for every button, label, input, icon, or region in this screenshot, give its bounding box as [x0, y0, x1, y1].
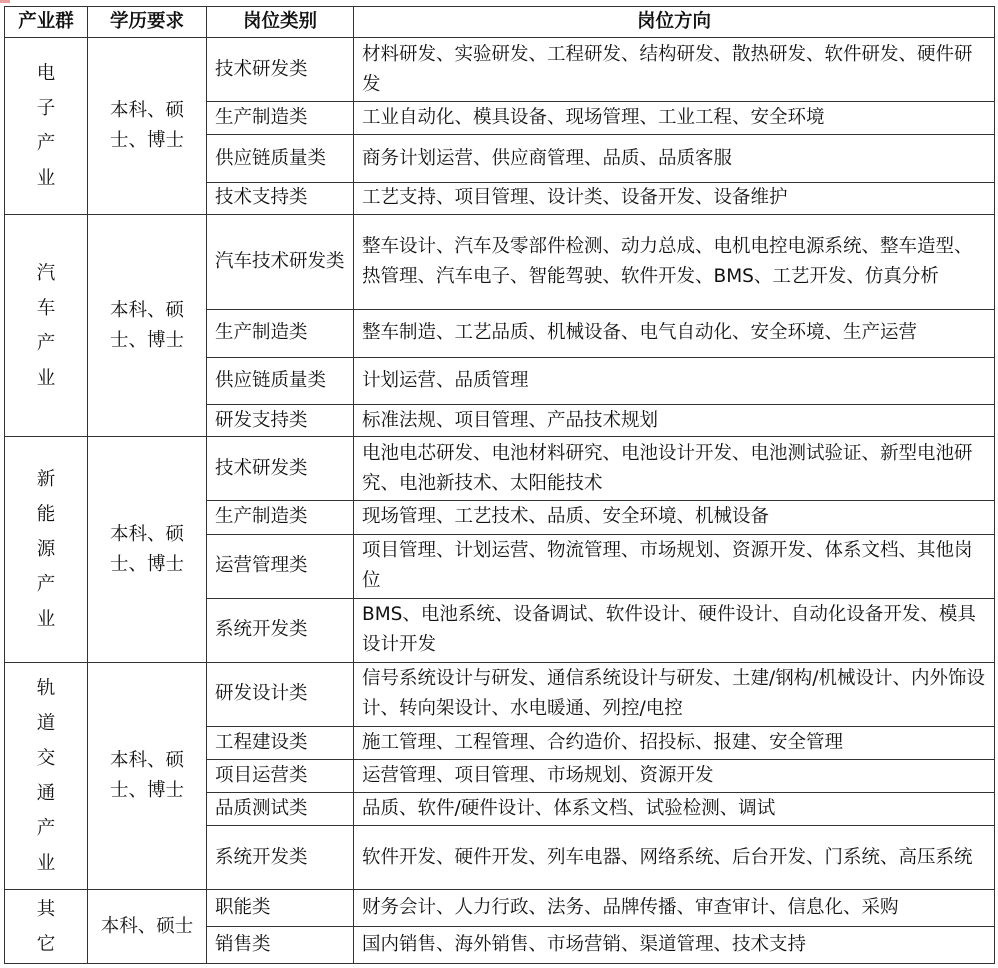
category-cell: 汽车技术研发类 [207, 214, 354, 309]
group-name: 其 它 [36, 898, 56, 955]
direction-cell: 商务计划运营、供应商管理、品质、品质客服 [354, 135, 995, 183]
group-name-cell [5, 662, 88, 890]
category-cell: 研发设计类 [207, 662, 354, 726]
direction-cell: 工业自动化、模具设备、现场管理、工业工程、安全环境 [354, 102, 995, 135]
category-cell: 销售类 [207, 927, 354, 964]
education-cell: 本科、硕士、博士 [88, 662, 207, 890]
direction-cell: 国内销售、海外销售、市场营销、渠道管理、技术支持 [354, 927, 995, 964]
education-cell: 本科、硕士、博士 [88, 214, 207, 436]
direction-cell: 信号系统设计与研发、通信系统设计与研发、土建/钢构/机械设计、内外饰设计、转向架设计、水电暖通、列控/电控 [354, 662, 995, 726]
group-name-cell [5, 437, 88, 663]
header-direction: 岗位方向 [354, 7, 995, 38]
table-body [5, 38, 995, 964]
direction-cell: 工艺支持、项目管理、设计类、设备开发、设备维护 [354, 182, 995, 214]
category-cell: 系统开发类 [207, 598, 354, 662]
category-cell: 供应链质量类 [207, 357, 354, 405]
category-cell: 生产制造类 [207, 102, 354, 135]
category-cell: 技术研发类 [207, 38, 354, 102]
direction-cell: 整车设计、汽车及零部件检测、动力总成、电机电控电源系统、整车造型、热管理、汽车电子、智能驾驶、软件开发、BMS、工艺开发、仿真分析 [354, 214, 995, 309]
category-cell: 系统开发类 [207, 826, 354, 890]
header-group: 产业群 [5, 7, 88, 38]
category-cell: 品质测试类 [207, 793, 354, 826]
category-cell: 项目运营类 [207, 760, 354, 793]
job-table [4, 6, 995, 964]
table-row [5, 437, 995, 501]
direction-cell: 项目管理、计划运营、物流管理、市场规划、资源开发、体系文档、其他岗位 [354, 534, 995, 598]
category-cell: 生产制造类 [207, 310, 354, 358]
direction-cell: 施工管理、工程管理、合约造价、招投标、报建、安全管理 [354, 726, 995, 759]
direction-cell: 财务会计、人力行政、法务、品牌传播、审查审计、信息化、采购 [354, 890, 995, 927]
direction-cell: 材料研发、实验研发、工程研发、结构研发、散热研发、软件研发、硬件研发 [354, 38, 995, 102]
direction-cell: 品质、软件/硬件设计、体系文档、试验检测、调试 [354, 793, 995, 826]
direction-cell: 计划运营、品质管理 [354, 357, 995, 405]
group-name: 轨 道 交 通 产 业 [36, 678, 56, 875]
education-cell: 本科、硕士、博士 [88, 38, 207, 215]
group-name-cell [5, 890, 88, 964]
table-row [5, 662, 995, 726]
header-row [5, 7, 995, 38]
education-cell: 本科、硕士 [88, 890, 207, 964]
direction-cell: 现场管理、工艺技术、品质、安全环境、机械设备 [354, 501, 995, 534]
direction-cell: 运营管理、项目管理、市场规划、资源开发 [354, 760, 995, 793]
direction-cell: 标准法规、项目管理、产品技术规划 [354, 405, 995, 437]
header-category: 岗位类别 [207, 7, 354, 38]
corner-mark [0, 0, 10, 3]
group-name: 电 子 产 业 [36, 62, 56, 189]
table-row [5, 38, 995, 102]
category-cell: 生产制造类 [207, 501, 354, 534]
direction-cell: 电池电芯研发、电池材料研究、电池设计开发、电池测试验证、新型电池研究、电池新技术、太阳能技术 [354, 437, 995, 501]
direction-cell: 整车制造、工艺品质、机械设备、电气自动化、安全环境、生产运营 [354, 310, 995, 358]
category-cell: 职能类 [207, 890, 354, 927]
category-cell: 供应链质量类 [207, 135, 354, 183]
group-name: 汽 车 产 业 [36, 262, 56, 389]
group-name-cell [5, 38, 88, 215]
group-name-cell [5, 214, 88, 436]
category-cell: 技术研发类 [207, 437, 354, 501]
direction-cell: 软件开发、硬件开发、列车电器、网络系统、后台开发、门系统、高压系统 [354, 826, 995, 890]
category-cell: 研发支持类 [207, 405, 354, 437]
table-row [5, 890, 995, 927]
direction-cell: BMS、电池系统、设备调试、软件设计、硬件设计、自动化设备开发、模具设计开发 [354, 598, 995, 662]
group-name: 新 能 源 产 业 [36, 469, 56, 631]
table-row [5, 214, 995, 309]
category-cell: 运营管理类 [207, 534, 354, 598]
category-cell: 工程建设类 [207, 726, 354, 759]
category-cell: 技术支持类 [207, 182, 354, 214]
education-cell: 本科、硕士、博士 [88, 437, 207, 663]
header-education: 学历要求 [88, 7, 207, 38]
